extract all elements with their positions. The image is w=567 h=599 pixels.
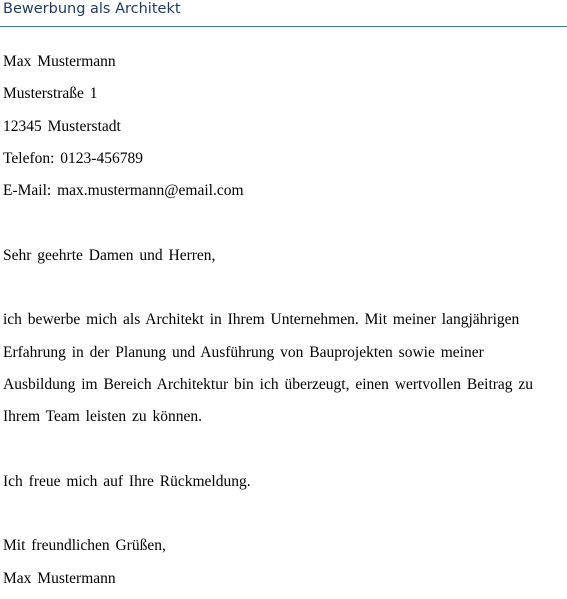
spacer bbox=[3, 438, 563, 470]
regards: Mit freundlichen Grüßen, bbox=[3, 537, 166, 555]
document-title: Bewerbung als Architekt bbox=[3, 1, 181, 17]
document-header bbox=[0, 0, 567, 27]
body-line: ich bewerbe mich als Architekt in Ihrem Unternehmen. Mit meiner langjährigen bbox=[3, 311, 520, 329]
signature: Max Mustermann bbox=[3, 569, 116, 587]
spacer bbox=[3, 276, 563, 308]
closing-sentence: Ich freue mich auf Ihre Rückmeldung. bbox=[3, 472, 251, 490]
spacer bbox=[3, 211, 563, 243]
sender-email: E-Mail: max.mustermann@email.com bbox=[3, 182, 244, 200]
body-line: Ihrem Team leisten zu können. bbox=[3, 408, 203, 426]
salutation: Sehr geehrte Damen und Herren, bbox=[3, 246, 216, 264]
sender-city: 12345 Musterstadt bbox=[3, 117, 121, 135]
body-line: Ausbildung im Bereich Architektur bin ich überzeugt, einen wertvollen Beitrag zu bbox=[3, 375, 534, 393]
body-line: Erfahrung in der Planung und Ausführung von Bauprojekten sowie meiner bbox=[3, 343, 484, 361]
sender-name: Max Mustermann bbox=[3, 53, 116, 70]
spacer bbox=[3, 502, 563, 534]
sender-street: Musterstraße 1 bbox=[3, 85, 98, 103]
letter-body bbox=[3, 50, 563, 599]
sender-phone: Telefon: 0123-456789 bbox=[3, 149, 143, 167]
